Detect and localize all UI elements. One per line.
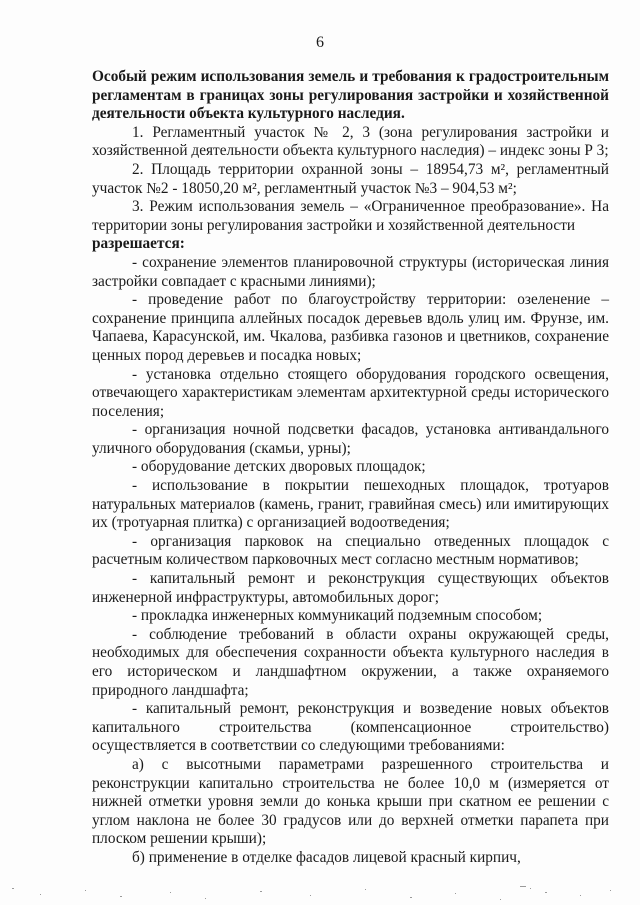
- allowed-label: разрешается:: [92, 235, 185, 253]
- document-body: [92, 68, 609, 868]
- list-item: - проведение работ по благоустройству территории: озеленение – сохранение принципа аллейных посадок деревьев вдоль улиц им. Фрунзе, им. Чапаева, Карасунской, им. Чкалова, разбивка газонов и цветников, сохранение ценных пород деревьев и посадка новых;: [92, 291, 609, 364]
- list-item: - использование в покрытии пешеходных площадок, тротуаров натуральных материалов (камень, гранит, гравийная смесь) или имитирующих их (тротуарная плитка) с организацией водоотведения;: [92, 477, 609, 532]
- section-heading: Особый режим использования земель и требования к градостроительным регламентам в границах зоны регулирования застройки и хозяйственной деятельности объекта культурного наследия.: [92, 68, 609, 123]
- list-item: - установка отдельно стоящего оборудования городского освещения, отвечающего характеристикам элементам архитектурной среды исторического поселения;: [92, 365, 609, 420]
- list-item: - прокладка инженерных коммуникаций подземным способом;: [132, 607, 543, 625]
- list-item: - организация парковок на специально отведенных площадок с расчетным количеством парковочных мест согласно местным нормативов;: [92, 532, 609, 569]
- list-item: - организация ночной подсветки фасадов, установка антивандального уличного оборудования (скамьи, урны);: [92, 421, 609, 457]
- paragraph-land-use-mode: 3. Режим использования земель – «Ограниченное преобразование». На территории зоны регулирования застройки и хозяйственной деятельности: [92, 198, 609, 234]
- list-item: - капитальный ремонт, реконструкция и возведение новых объектов капитального строительства (компенсационное строительство) осуществляется в соответствии со следующими требованиями:: [92, 700, 609, 755]
- paragraph-regulation-zone: 1. Регламентный участок № 2, 3 (зона регулирования застройки и хозяйственной деятельности объекта культурного наследия) – индекс зоны Р 3;: [92, 123, 609, 160]
- list-item: а) с высотными параметрами разрешенного строительства и реконструкции капитально строительства не более 10,0 м (измеряется от нижней отметки уровня земли до конька крыши при скатном ее решении с углом наклона не более 30 градусов или до верхней отметки парапета при плоском решении крыши);: [92, 755, 609, 848]
- paragraph-area: 2. Площадь территории охранной зоны – 18954,73 м², регламентный участок №2 - 18050,20 м², регламентный участок №3 – 904,53 м²;: [92, 160, 609, 197]
- page-number: 6: [316, 34, 324, 51]
- scan-noise: [0, 880, 640, 905]
- list-item: - оборудование детских дворовых площадок;: [132, 458, 426, 476]
- list-item: - капитальный ремонт и реконструкция существующих объектов инженерной инфраструктуры, автомобильных дорог;: [92, 570, 609, 606]
- list-item: - соблюдение требований в области охраны окружающей среды, необходимых для обеспечения сохранности объекта культурного наследия в его историческом и ландшафтном окружении, а также охраняемого природного ландшафта;: [92, 625, 609, 699]
- list-item: б) применение в отделке фасадов лицевой красный кирпич,: [132, 848, 521, 866]
- list-item: - сохранение элементов планировочной структуры (историческая линия застройки совпадает с красными линиями);: [92, 253, 609, 290]
